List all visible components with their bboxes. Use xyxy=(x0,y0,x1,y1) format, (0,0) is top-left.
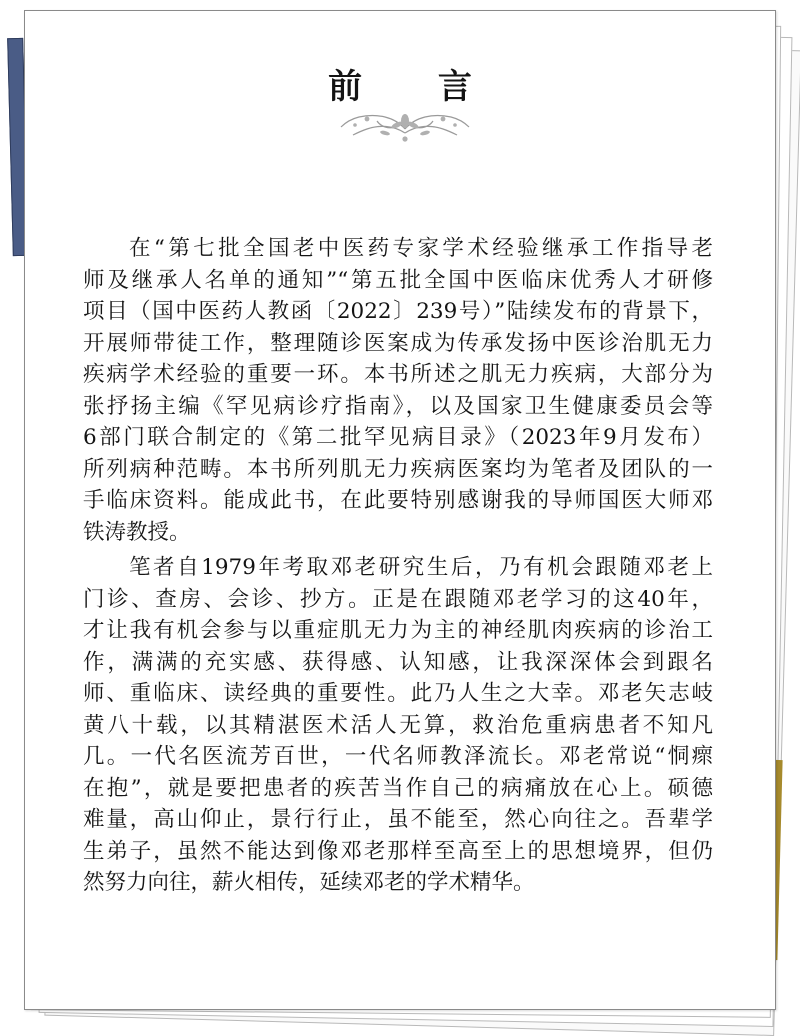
text-line: 师及继承人名单的通知”“第五批全国中医临床优秀人才研修 xyxy=(83,267,713,293)
paragraph-1 xyxy=(83,233,713,548)
text-line: 笔者自1979年考取邓老研究生后，乃有机会跟随邓老上 xyxy=(129,555,713,580)
text-line: 几。一代名医流芳百世，一代名师教泽流长。邓老常说“恫瘝 xyxy=(83,744,713,769)
text-line: 6部门联合制定的《第二批罕见病目录》（2023年9月发布） xyxy=(83,425,713,450)
text-line: 项目（国中医药人教函〔2022〕239号）”陆续发布的背景下， xyxy=(83,299,713,324)
text-line: 铁涛教授。 xyxy=(83,519,191,545)
text-line: 师、重临床、读经典的重要性。此乃人生之大幸。邓老矢志岐 xyxy=(83,681,713,706)
text-line: 张抒扬主编《罕见病诊疗指南》，以及国家卫生健康委员会等 xyxy=(83,393,713,419)
document-page xyxy=(24,10,776,1010)
text-line: 手临床资料。能成此书，在此要特别感谢我的导师国医大师邓 xyxy=(83,488,713,513)
document-body xyxy=(83,233,713,903)
text-line: 所列病种范畴。本书所列肌无力疾病医案均为笔者及团队的一 xyxy=(83,456,713,482)
text-line: 开展师带徒工作，整理随诊医案成为传承发扬中医诊治肌无力 xyxy=(83,330,713,356)
text-line: 门诊、查房、会诊、抄方。正是在跟随邓老学习的这40年， xyxy=(83,586,713,612)
ornament-icon xyxy=(337,103,473,145)
text-line: 才让我有机会参与以重症肌无力为主的神经肌肉疾病的诊治工 xyxy=(83,618,713,643)
text-line: 生弟子，虽然不能达到像邓老那样至高至上的思想境界，但仍 xyxy=(83,838,713,864)
page-title: 前 言 xyxy=(328,67,504,107)
text-line: 作，满满的充实感、获得感、认知感，让我深深体会到跟名 xyxy=(83,649,713,675)
paragraph-2 xyxy=(83,552,713,899)
text-line: 疾病学术经验的重要一环。本书所述之肌无力疾病，大部分为 xyxy=(83,362,713,387)
text-line: 在“第七批全国老中医药专家学术经验继承工作指导老 xyxy=(129,236,713,261)
text-line: 黄八十载，以其精湛医术活人无算，救治危重病患者不知凡 xyxy=(83,712,713,738)
text-line: 难量，高山仰止，景行行止，虽不能至，然心向往之。吾辈学 xyxy=(83,807,713,832)
text-line: 在抱”，就是要把患者的疾苦当作自己的病痛放在心上。硕德 xyxy=(83,775,713,801)
text-line: 然努力向往，薪火相传，延续邓老的学术精华。 xyxy=(83,870,535,895)
